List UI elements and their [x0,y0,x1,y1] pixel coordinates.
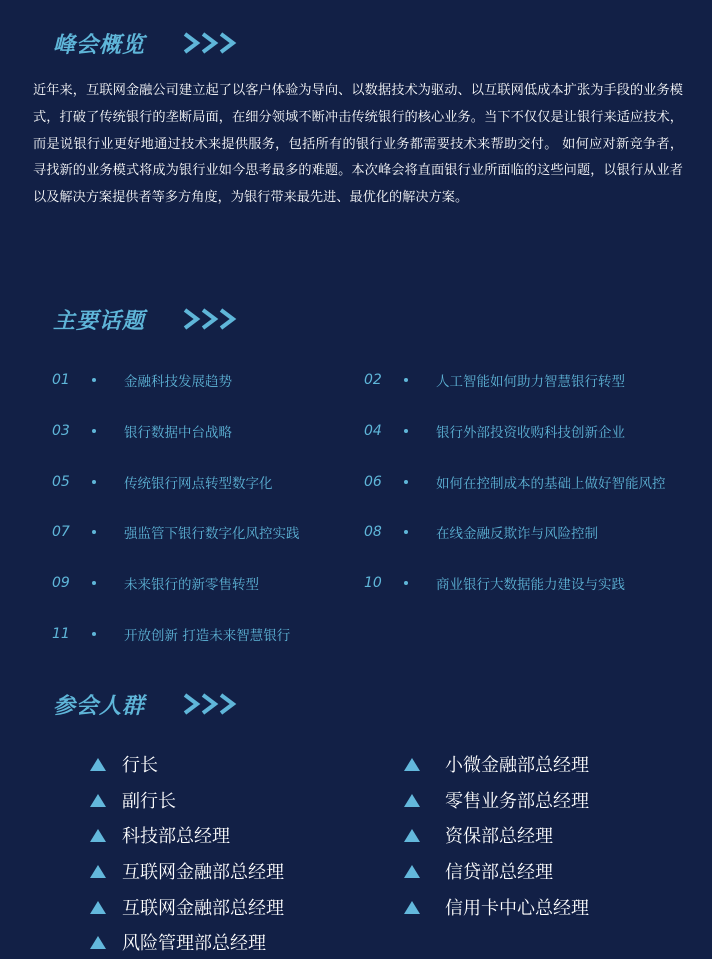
bullet-icon [92,378,96,382]
bullet-icon [92,632,96,636]
topic-text: 强监管下银行数字化风控实践 [124,526,300,542]
audience-item [404,787,589,813]
audience-text: 副行长 [122,791,176,812]
topic-text: 如何在控制成本的基础上做好智能风控 [436,476,666,492]
audience-item [90,822,230,848]
audience-text: 资保部总经理 [445,826,553,847]
section-title-label: 参会人群 [53,693,146,719]
section-title-overview [53,26,145,60]
topic-text: 在线金融反欺诈与风险控制 [436,526,598,542]
audience-text: 信贷部总经理 [445,862,553,883]
bullet-icon [404,429,408,433]
topic-text: 未来银行的新零售转型 [124,577,259,593]
audience-text: 小微金融部总经理 [445,755,589,776]
topic-number: 10 [364,575,382,591]
triangle-icon [90,758,106,771]
section-title-label: 主要话题 [53,308,146,334]
section-title-topics [53,302,145,336]
bullet-icon [92,530,96,534]
triangle-icon [90,901,106,914]
topic-number: 03 [52,423,70,439]
topic-number: 01 [52,372,70,388]
audience-text: 科技部总经理 [122,826,230,847]
section-title-label: 峰会概览 [53,32,146,58]
triangle-icon [404,829,420,842]
topic-number: 07 [52,524,70,540]
topic-text: 传统银行网点转型数字化 [124,476,273,492]
section-title-audience [53,687,145,721]
topic-text: 人工智能如何助力智慧银行转型 [436,374,625,390]
topic-text: 金融科技发展趋势 [124,374,232,390]
topic-text: 商业银行大数据能力建设与实践 [436,577,625,593]
audience-item [90,858,284,884]
triangle-icon [404,901,420,914]
chevrons-icon [183,31,239,55]
topic-text: 银行外部投资收购科技创新企业 [436,425,625,441]
topic-number: 02 [364,372,382,388]
bullet-icon [92,480,96,484]
audience-item [90,929,266,955]
triangle-icon [90,829,106,842]
triangle-icon [404,794,420,807]
topic-text: 银行数据中台战略 [124,425,232,441]
audience-item [404,751,589,777]
audience-text: 互联网金融部总经理 [122,898,284,919]
topic-number: 11 [52,626,70,642]
topic-text: 开放创新 打造未来智慧银行 [124,628,291,644]
topic-number: 04 [364,423,382,439]
triangle-icon [90,794,106,807]
triangle-icon [90,936,106,949]
topic-number: 09 [52,575,70,591]
audience-item [90,787,176,813]
triangle-icon [404,758,420,771]
audience-text: 互联网金融部总经理 [122,862,284,883]
chevrons-icon [183,692,239,716]
topic-number: 06 [364,474,382,490]
audience-text: 风险管理部总经理 [122,933,266,954]
bullet-icon [92,429,96,433]
audience-text: 行长 [122,755,158,776]
audience-item [404,822,553,848]
audience-item [404,894,589,920]
bullet-icon [404,480,408,484]
chevrons-icon [183,307,239,331]
bullet-icon [404,378,408,382]
triangle-icon [90,865,106,878]
intro-paragraph: 近年来，互联网金融公司建立起了以客户体验为导向、以数据技术为驱动、以互联网低成本扩张为手段的业务模式，打破了传统银行的垄断局面，在细分领域不断冲击传统银行的核心业务。当下不仅仅是让银行来适应技术，而是说银行业更好地通过技术来提供服务，包括所有的银行业务都需要技术来帮助交付。 如何应对新竞争者，寻找新的业务模式将成为银行业如今思考最多的难题。本次峰会将直面银行业所面临的这些问题，以银行从业者以及解决方案提供者等多方角度，为银行带来最先进、最优化的解决方案。 [33,83,683,206]
triangle-icon [404,865,420,878]
audience-item [90,751,158,777]
bullet-icon [404,530,408,534]
audience-text: 信用卡中心总经理 [445,898,589,919]
audience-item [90,894,284,920]
audience-text: 零售业务部总经理 [445,791,589,812]
bullet-icon [92,581,96,585]
topic-number: 05 [52,474,70,490]
audience-item [404,858,553,884]
topic-number: 08 [364,524,382,540]
bullet-icon [404,581,408,585]
